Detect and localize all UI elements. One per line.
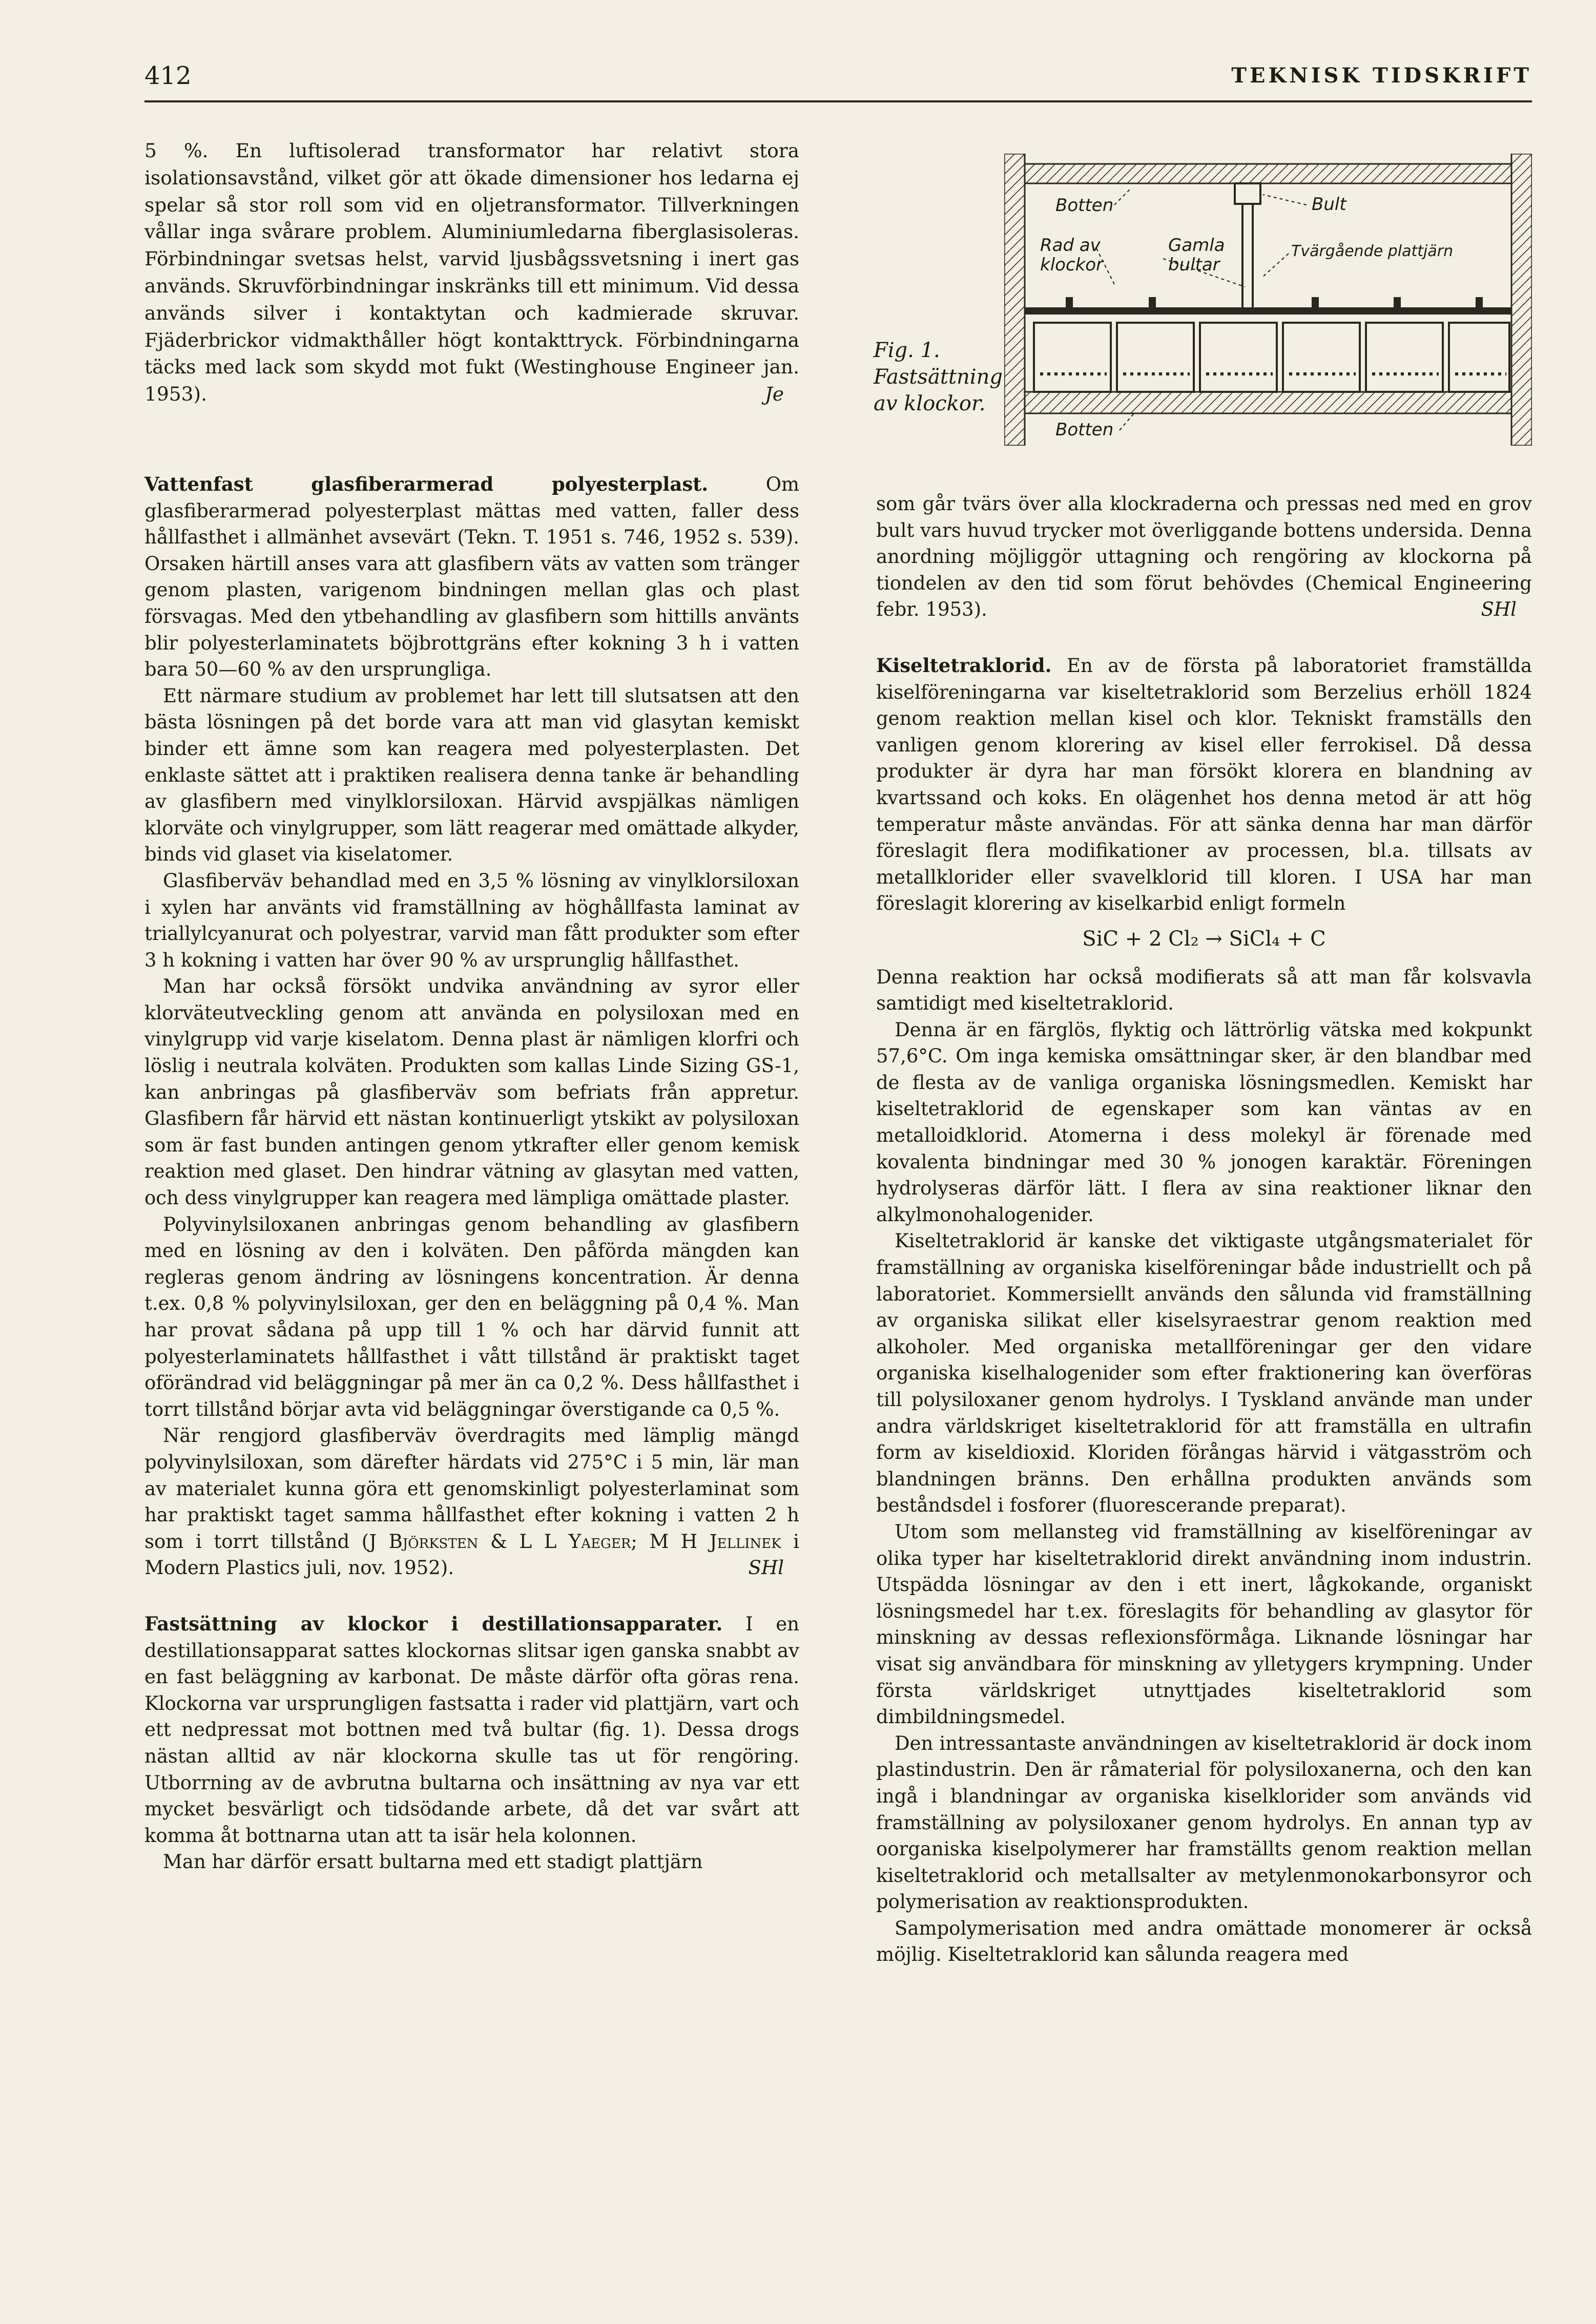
kisel-p2: Denna reaktion har också modifierats så att man får kolsvavla samtidigt med kiseltetraklorid. — [876, 966, 1532, 1015]
figure-caption: Fig. 1. Fastsättning av klockor. — [874, 339, 1003, 415]
running-head: TEKNISK TIDSKRIFT — [1231, 64, 1532, 88]
chemical-formula: SiC + 2 Cl₂ → SiCl₄ + C — [1082, 927, 1326, 951]
cross-plate — [1025, 307, 1511, 315]
right-column — [876, 491, 1532, 1968]
left-column-intro — [144, 137, 799, 408]
label-klockor: klockor — [1040, 255, 1104, 275]
header-rule — [144, 100, 1532, 102]
polyester-p6: När rengjord glasfiberväv överdragits med lämplig mängd polyvinylsiloxan, som därefter härdats vid 275°C i 5 min, lär man av materialet kunna göra ett genomskinligt polyesterlaminat som har praktiskt taget samma hållfasthet efter kokning i vatten 2 h som i torrt tillstånd (J Björksten & L L Yaeger; M H Jellinek i Modern Plastics juli, nov. 1952). SHl — [144, 1422, 799, 1581]
signature-je: Je — [764, 383, 784, 406]
polyester-title: Vattenfast glasfiberarmerad polyesterplast. — [144, 473, 709, 495]
polyester-p1: Vattenfast glasfiberarmerad polyesterplast. Om glasfiberarmerad polyesterplast mättas med vatten, faller dess hållfasthet i allmänhet avsevärt (Tekn. T. 1951 s. 746, 1952 s. 539). Orsaken härtill anses vara att glasfibern väts av vatten som tränger genom plasten, varigenom bindningen mellan glas och plast försvagas. Med den ytbehandling av glasfibern som hittills använts blir polyesterlaminatets böjbrottgräns efter kokning 3 h i vatten bara 50—60 % av den ursprungliga. — [144, 473, 800, 681]
left-column-main — [144, 471, 799, 1875]
kisel-p7: Sampolymerisation med andra omättade monomerer är också möjlig. Kiseltetraklorid kan sålunda reagera med — [876, 1917, 1532, 1966]
wall-right — [1511, 154, 1532, 446]
polyester-p4: Man har också försökt undvika användning av syror eller klorväteutveckling genom att använda en polysiloxan med en vinylgrupp vid varje kiselatom. Denna plast är nämligen klorfri och löslig i neutrala kolväten. Produkten som kallas Linde Sizing GS-1, kan anbringas på glasfiberväv som befriats från appretur. Glasfibern får härvid ett nästan kontinuerligt ytskikt av polysiloxan som är fast bunden antingen genom ytkrafter eller genom kemisk reaktion med glaset. Den hindrar vätning av glasytan med vatten, och dess vinylgrupper kan reagera med lämpliga omättade plaster. — [144, 975, 799, 1209]
signature-shl-klockor: SHl — [1481, 598, 1517, 621]
label-tvargaende: Tvärgående plattjärn — [1291, 242, 1454, 260]
polyester-p2: Ett närmare studium av problemet har lett till slutsatsen att den bästa lösningen på det borde vara att man vid glasytan kemiskt binder ett ämne som kan reagera med polyesterplasten. Det enklaste sättet att i praktiken realisera denna tanke är behandling av glasfibern med vinylklorsiloxan. Härvid avspjälkas nämligen klorväte och vinylgrupper, som lätt reagerar med omättade alkyder, binds vid glaset via kiselatomer. — [144, 684, 799, 866]
klockor-p1: Fastsättning av klockor i destillationsapparater. I en destillationsapparat sattes klockornas slitsar igen ganska snabbt av en fast beläggning av karbonat. De måste därför ofta göras rena. Klockorna var ursprungligen fastsatta i rader vid plattjärn, vart och ett nedpressat mot bottnen med två bultar (fig. 1). Dessa drogs nästan alltid av när klockorna skulle tas ut för rengöring. Utborrning av de avbrutna bultarna och insättning av nya var ett mycket besvärligt och tidsödande arbete, då det var svårt att komma åt bottnarna utan att ta isär hela kolonnen. — [144, 1612, 799, 1847]
lower-tray — [1025, 392, 1511, 413]
label-gamla: Gamla — [1168, 235, 1225, 256]
label-bult: Bult — [1312, 194, 1346, 215]
kisel-p3: Denna är en färglös, flyktig och lättrörlig vätska med kokpunkt 57,6°C. Om inga kemiska omsättningar sker, är den blandbar med de flesta av de vanliga organiska lösningsmedlen. Kemiskt har kiseltetraklorid de egenskaper som kan väntas av en metalloidklorid. Atomerna i dess molekyl är förenade med kovalenta bindningar med 30 % jonogen karaktär. Föreningen hydrolyseras därför lätt. I flera av sina reaktioner liknar den alkylmonohalogenider. — [876, 1018, 1532, 1226]
klockor-title: Fastsättning av klockor i destillationsapparater. — [144, 1612, 723, 1635]
klockor-p3: som går tvärs över alla klockraderna och pressas ned med en grov bult vars huvud trycker mot överliggande bottens undersida. Denna anordning möjliggör uttagning och rengöring av klockorna på tiondelen av den tid som förut behövdes (Chemical Engineering febr. 1953). SHl — [876, 491, 1532, 623]
kisel-title: Kiseltetraklorid. — [876, 654, 1052, 677]
label-rad-av: Rad av — [1040, 235, 1101, 256]
page-number: 412 — [144, 61, 192, 90]
label-botten-bottom: Botten — [1055, 420, 1114, 440]
label-bultar: bultar — [1168, 255, 1220, 275]
polyester-p5: Polyvinylsiloxanen anbringas genom behandling av glasfibern med en lösning av den i kolväten. Den påförda mängden kan regleras genom ändring av lösningens koncentration. Är denna t.ex. 0,8 % polyvinylsiloxan, ger den en beläggning på 0,4 %. Man har provat sådana på upp till 1 % och har därvid funnit att polyesterlaminatets hållfasthet i vått tillstånd är praktiskt taget oförändrad vid beläggningar på mer än ca 0,2 %. Dess hållfasthet i torrt tillstånd börjar avta vid beläggningar överstigande ca 0,5 %. — [144, 1213, 799, 1420]
kisel-p4: Kiseltetraklorid är kanske det viktigaste utgångsmaterialet för framställning av organiska kiselföreningar både industriellt och på laboratoriet. Kommersiellt används den sålunda vid framställning av organiska silikat eller kiselsyraestrar genom reaktion med alkoholer. Med organiska metallföreningar ger den vidare organiska kiselhalogenider som efter fraktionering kan överföras till polysiloxaner genom hydrolys. I Tyskland använde man under andra världskriget kiseltetraklorid för att framställa en ultrafin form av kiseldioxid. Kloriden förångas härvid i vätgasström och blandningen bränns. Den erhållna produkten används som beståndsdel i fosforer (fluorescerande preparat). — [876, 1230, 1532, 1517]
intro-paragraph: 5 %. En luftisolerad transformator har relativt stora isolationsavstånd, vilket gör att ökade dimensioner hos ledarna ej spelar så stor roll som vid en oljetransformator. Tillverkningen vållar inga svårare problem. Aluminiumledarna fiberglasisoleras. Förbindningar svetsas helst, varvid ljusbågssvetsning i inert gas används. Skruvförbindningar inskränks till ett minimum. Vid dessa används silver i kontaktytan och kadmierade skruvar. Fjäderbrickor vidmakthåller högt kontakttryck. Förbindningarna täcks med lack som skydd mot fukt (Westinghouse Engineer jan. 1953). Je — [144, 137, 799, 408]
signature-shl-polyester: SHl — [748, 1557, 784, 1579]
figure-diagram — [1004, 154, 1532, 446]
kisel-p6: Den intressantaste användningen av kiseltetraklorid är dock inom plastindustrin. Den är råmaterial för polysiloxanerna, och den kan ingå i blandningar av organiska kiselklorider som används vid framställning av polysiloxaner genom hydrolys. En annan typ av oorganiska kiselpolymerer har framställts genom reaktion mellan kiseltetraklorid och metallsalter av metylenmonokarbonsyror och polymerisation av reaktionsprodukten. — [876, 1732, 1532, 1913]
old-bolts — [1066, 297, 1483, 308]
kisel-p1: Kiseltetraklorid. En av de första på laboratoriet framställda kiselföreningarna var kiseltetraklorid som Berzelius erhöll 1824 genom reaktion mellan kisel och klor. Tekniskt framställs den vanligen genom klorering av kisel eller ferrokisel. Då dessa produkter är dyra har man försökt klorera en blandning av kvartssand och koks. En olägenhet hos denna metod är att hög temperatur måste användas. För att sänka denna har man därför föreslagit flera modifikationer av processen, bl.a. tillsats av metallklorider eller svavelklorid till kloren. I USA har man föreslagit klorering av kiselkarbid enligt formeln — [876, 654, 1532, 915]
klockor-p2: Man har därför ersatt bultarna med ett stadigt plattjärn — [163, 1851, 703, 1873]
label-botten-top: Botten — [1055, 195, 1114, 216]
polyester-p3: Glasfiberväv behandlad med en 3,5 % lösning av vinylklorsiloxan i xylen har använts vid framställning av höghållfasta laminat av triallylcyanurat och polyestrar, varvid man fått produkter som efter 3 h kokning i vatten har över 90 % av ursprunglig hållfasthet. — [144, 869, 799, 971]
kisel-p5: Utom som mellansteg vid framställning av kiselföreningar av olika typer har kiseltetraklorid direkt användning inom industrin. Utspädda lösningar av den i ett inert, lågkokande, organiskt lösningsmedel har t.ex. föreslagits för behandling av glasytor för minskning av dessas reflexionsförmåga. Liknande lösningar har visat sig användbara för minskning av ylletygers krympning. Under första världskriget utnyttjades kiseltetraklorid som dimbildningsmedel. — [876, 1520, 1532, 1728]
bubble-caps — [1034, 323, 1509, 392]
bolt-head — [1235, 183, 1260, 204]
wall-left — [1004, 154, 1025, 446]
author-names: J Björksten & L L Yaeger; M H Jellinek — [369, 1530, 781, 1553]
bolt-shank — [1242, 204, 1253, 309]
upper-tray — [1025, 164, 1511, 183]
